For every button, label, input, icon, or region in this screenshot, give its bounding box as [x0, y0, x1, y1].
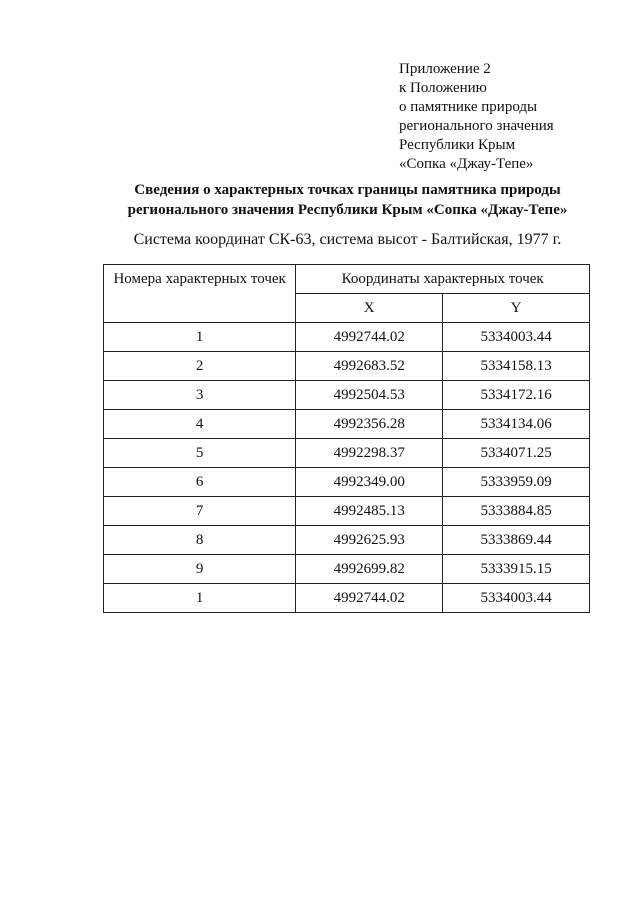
table-row — [104, 323, 590, 352]
coord-x: 4992744.02 — [296, 323, 443, 352]
table-row — [104, 584, 590, 613]
table-row — [104, 381, 590, 410]
point-number: 1 — [104, 323, 296, 352]
appendix-line: «Сопка «Джау-Тепе» — [399, 156, 534, 172]
coord-y: 5333869.44 — [443, 526, 590, 555]
header-x: X — [296, 294, 443, 323]
coord-y: 5334003.44 — [443, 584, 590, 613]
point-number: 4 — [104, 410, 296, 439]
table-row — [104, 410, 590, 439]
point-number: 8 — [104, 526, 296, 555]
coord-y: 5334158.13 — [443, 352, 590, 381]
coordinates-table — [103, 264, 590, 613]
point-number: 5 — [104, 439, 296, 468]
coord-y: 5334003.44 — [443, 323, 590, 352]
title-line-1: Сведения о характерных точках границы памятника природы — [134, 182, 561, 198]
coord-x: 4992298.37 — [296, 439, 443, 468]
coord-x: 4992504.53 — [296, 381, 443, 410]
appendix-block — [399, 60, 554, 174]
table-row — [104, 468, 590, 497]
title-line-2: регионального значения Республики Крым «Сопка «Джау-Тепе» — [127, 202, 568, 218]
coord-x: 4992485.13 — [296, 497, 443, 526]
appendix-line: к Положению — [399, 80, 487, 96]
appendix-line: Приложение 2 — [399, 61, 491, 77]
appendix-line: Республики Крым — [399, 137, 516, 153]
point-number: 1 — [104, 584, 296, 613]
coord-x: 4992683.52 — [296, 352, 443, 381]
coord-x: 4992699.82 — [296, 555, 443, 584]
coord-y: 5334071.25 — [443, 439, 590, 468]
coord-x: 4992744.02 — [296, 584, 443, 613]
coord-y: 5334172.16 — [443, 381, 590, 410]
table-row — [104, 526, 590, 555]
header-points: Номера характерных точек — [104, 265, 296, 323]
header-coordinates: Координаты характерных точек — [296, 265, 590, 294]
coordinate-system-note: Система координат СК-63, система высот - Балтийская, 1977 г. — [133, 231, 562, 248]
table-row — [104, 352, 590, 381]
table-header-row — [104, 265, 590, 294]
coord-y: 5333959.09 — [443, 468, 590, 497]
header-y: Y — [443, 294, 590, 323]
document-title — [60, 180, 635, 220]
point-number: 3 — [104, 381, 296, 410]
table-row — [104, 497, 590, 526]
coord-y: 5333884.85 — [443, 497, 590, 526]
coord-y: 5334134.06 — [443, 410, 590, 439]
table-row — [104, 555, 590, 584]
appendix-line: о памятнике природы — [399, 99, 538, 115]
coord-x: 4992625.93 — [296, 526, 443, 555]
appendix-line: регионального значения — [399, 118, 554, 134]
point-number: 6 — [104, 468, 296, 497]
coord-x: 4992356.28 — [296, 410, 443, 439]
point-number: 2 — [104, 352, 296, 381]
table-row — [104, 439, 590, 468]
point-number: 7 — [104, 497, 296, 526]
coord-y: 5333915.15 — [443, 555, 590, 584]
point-number: 9 — [104, 555, 296, 584]
coord-x: 4992349.00 — [296, 468, 443, 497]
